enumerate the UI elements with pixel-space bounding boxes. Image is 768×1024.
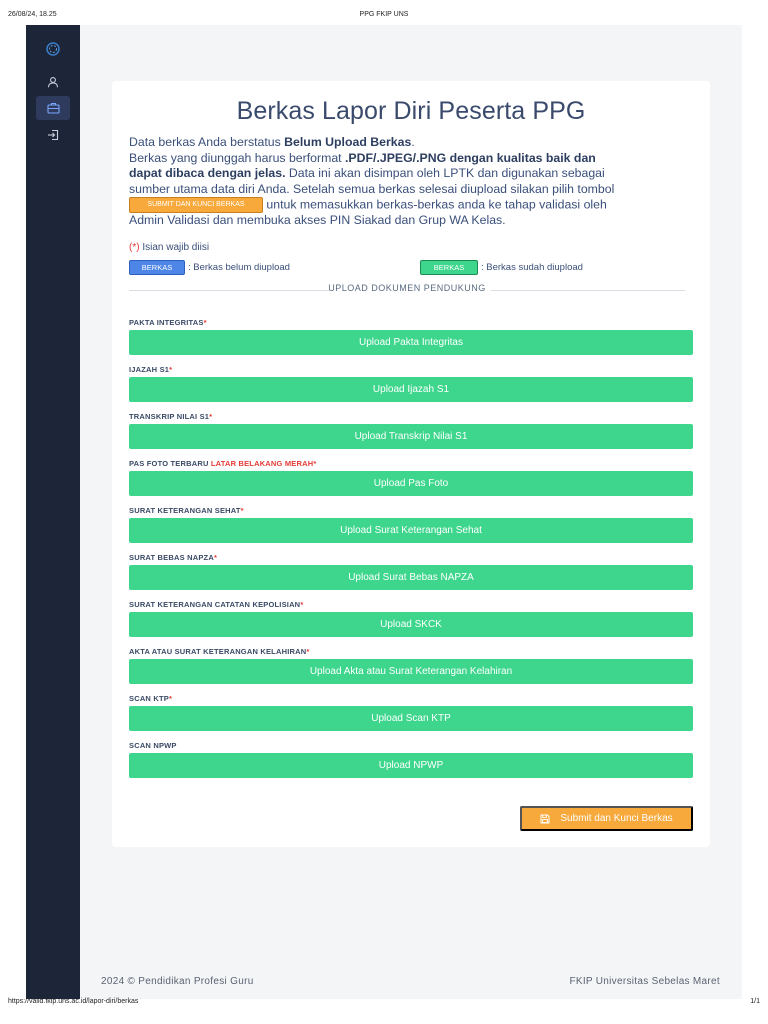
upload-skck-button[interactable]: Upload SKCK [129, 612, 693, 637]
berkas-card [112, 81, 710, 847]
footer-copyright: 2024 © Pendidikan Profesi Guru [101, 976, 254, 987]
instruction-line-5: Admin Validasi dan membuka akses PIN Siakad dan Grup WA Kelas. [129, 213, 506, 228]
field-label-pakta [129, 318, 207, 327]
legend-pending [129, 259, 290, 275]
required-star: * [240, 506, 244, 515]
field-label-sehat [129, 506, 244, 515]
required-note [129, 242, 209, 253]
format-prefix: Berkas yang diunggah harus berformat [129, 150, 346, 165]
format-rest-2: Data ini akan disimpan oleh LPTK dan digunakan sebagai [285, 166, 605, 181]
submit-lock-label: Submit dan Kunci Berkas [560, 813, 673, 824]
required-star: * [203, 318, 207, 327]
required-star: * [168, 694, 173, 703]
footer-institution: FKIP Universitas Sebelas Maret [569, 976, 720, 987]
field-label-text: SURAT BEBAS NAPZA [129, 553, 214, 562]
upload-pas-foto-button[interactable]: Upload Pas Foto [129, 471, 693, 496]
briefcase-icon[interactable] [36, 96, 70, 120]
section-title: UPLOAD DOKUMEN PENDUKUNG [328, 283, 486, 293]
user-icon[interactable] [36, 70, 70, 94]
legend-uploaded [420, 259, 583, 275]
field-label-text: SCAN KTP [129, 694, 169, 703]
field-label-skck [129, 600, 303, 609]
app-window [26, 25, 742, 999]
format-bold-2: dapat dibaca dengan jelas. [129, 166, 286, 181]
required-text: Isian wajib diisi [139, 242, 210, 253]
format-bold-1: .PDF/.JPEG/.PNG dengan kualitas baik dan [345, 150, 596, 165]
upload-ijazah-button[interactable]: Upload Ijazah S1 [129, 377, 693, 402]
upload-pakta-button[interactable]: Upload Pakta Integritas [129, 330, 693, 355]
print-header [8, 11, 760, 23]
upload-napza-button[interactable]: Upload Surat Bebas NAPZA [129, 565, 693, 590]
required-star: * [306, 647, 310, 656]
status-value: Belum Upload Berkas [284, 135, 412, 149]
upload-sehat-button[interactable]: Upload Surat Keterangan Sehat [129, 518, 693, 543]
legend-chip-uploaded: BERKAS [420, 260, 478, 275]
upload-npwp-button[interactable]: Upload NPWP [129, 753, 693, 778]
legend-text-uploaded: : Berkas sudah diupload [481, 261, 583, 273]
field-label-text: PAKTA INTEGRITAS [129, 318, 204, 327]
instruction-line-4 [129, 197, 693, 213]
required-star: * [209, 412, 213, 421]
submit-badge-inline: SUBMIT DAN KUNCI BERKAS [129, 197, 263, 213]
status-prefix: Data berkas Anda berstatus [129, 135, 285, 149]
divider-rule-right [491, 290, 685, 291]
sidebar [26, 25, 80, 999]
print-footer [8, 998, 760, 1010]
print-title: PPG FKIP UNS [359, 11, 409, 18]
save-icon [540, 814, 550, 824]
required-star: * [313, 459, 317, 468]
field-label-ijazah [129, 365, 172, 374]
instruction-line-4-text: untuk memasukkan berkas-berkas anda ke tahap validasi oleh [263, 197, 607, 212]
field-label-napza [129, 553, 217, 562]
submit-lock-button[interactable] [520, 806, 693, 831]
instruction-line-3: sumber utama data diri Anda. Setelah semua berkas selesai diupload silakan pilih tombol [129, 181, 615, 196]
format-line-2 [129, 166, 693, 182]
field-label-ktp [129, 694, 172, 703]
field-label-pas-foto [129, 459, 316, 468]
upload-akta-button[interactable]: Upload Akta atau Surat Keterangan Kelahiran [129, 659, 693, 684]
field-label-transkrip [129, 412, 212, 421]
sign-out-icon[interactable] [36, 123, 70, 147]
format-line [129, 151, 693, 167]
field-label-text: SCAN NPWP [129, 741, 177, 750]
intro-text [129, 135, 693, 229]
field-label-text: IJAZAH S1 [129, 365, 170, 374]
field-label-text: TRANSKRIP NILAI S1 [129, 412, 210, 421]
print-page-count: 1/1 [750, 998, 760, 1005]
field-label-npwp [129, 741, 177, 750]
logo-icon[interactable] [36, 37, 70, 61]
required-star: * [213, 553, 218, 562]
status-suffix: . [411, 135, 415, 149]
legend-chip-pending: BERKAS [129, 260, 185, 275]
required-star: * [169, 365, 173, 374]
print-url: https://valid.fkip.uns.ac.id/lapor-diri/berkas [8, 998, 139, 1005]
field-label-text: SURAT KETERANGAN SEHAT [129, 506, 241, 515]
print-datetime: 26/08/24, 18.25 [8, 11, 57, 18]
upload-ktp-button[interactable]: Upload Scan KTP [129, 706, 693, 731]
field-warning: LATAR BELAKANG MERAH [210, 459, 314, 468]
field-label-text: SURAT KETERANGAN CATATAN KEPOLISIAN [129, 600, 301, 609]
required-star: (*) [129, 242, 140, 253]
legend-text-pending: : Berkas belum diupload [188, 261, 290, 273]
field-label-akta [129, 647, 309, 656]
required-star: * [300, 600, 304, 609]
field-label-text: AKTA ATAU SURAT KETERANGAN KELAHIRAN [129, 647, 307, 656]
field-label-text: PAS FOTO TERBARU [129, 459, 211, 468]
status-line [129, 135, 693, 151]
section-divider [129, 283, 685, 297]
page-title: Berkas Lapor Diri Peserta PPG [236, 97, 586, 125]
upload-transkrip-button[interactable]: Upload Transkrip Nilai S1 [129, 424, 693, 449]
